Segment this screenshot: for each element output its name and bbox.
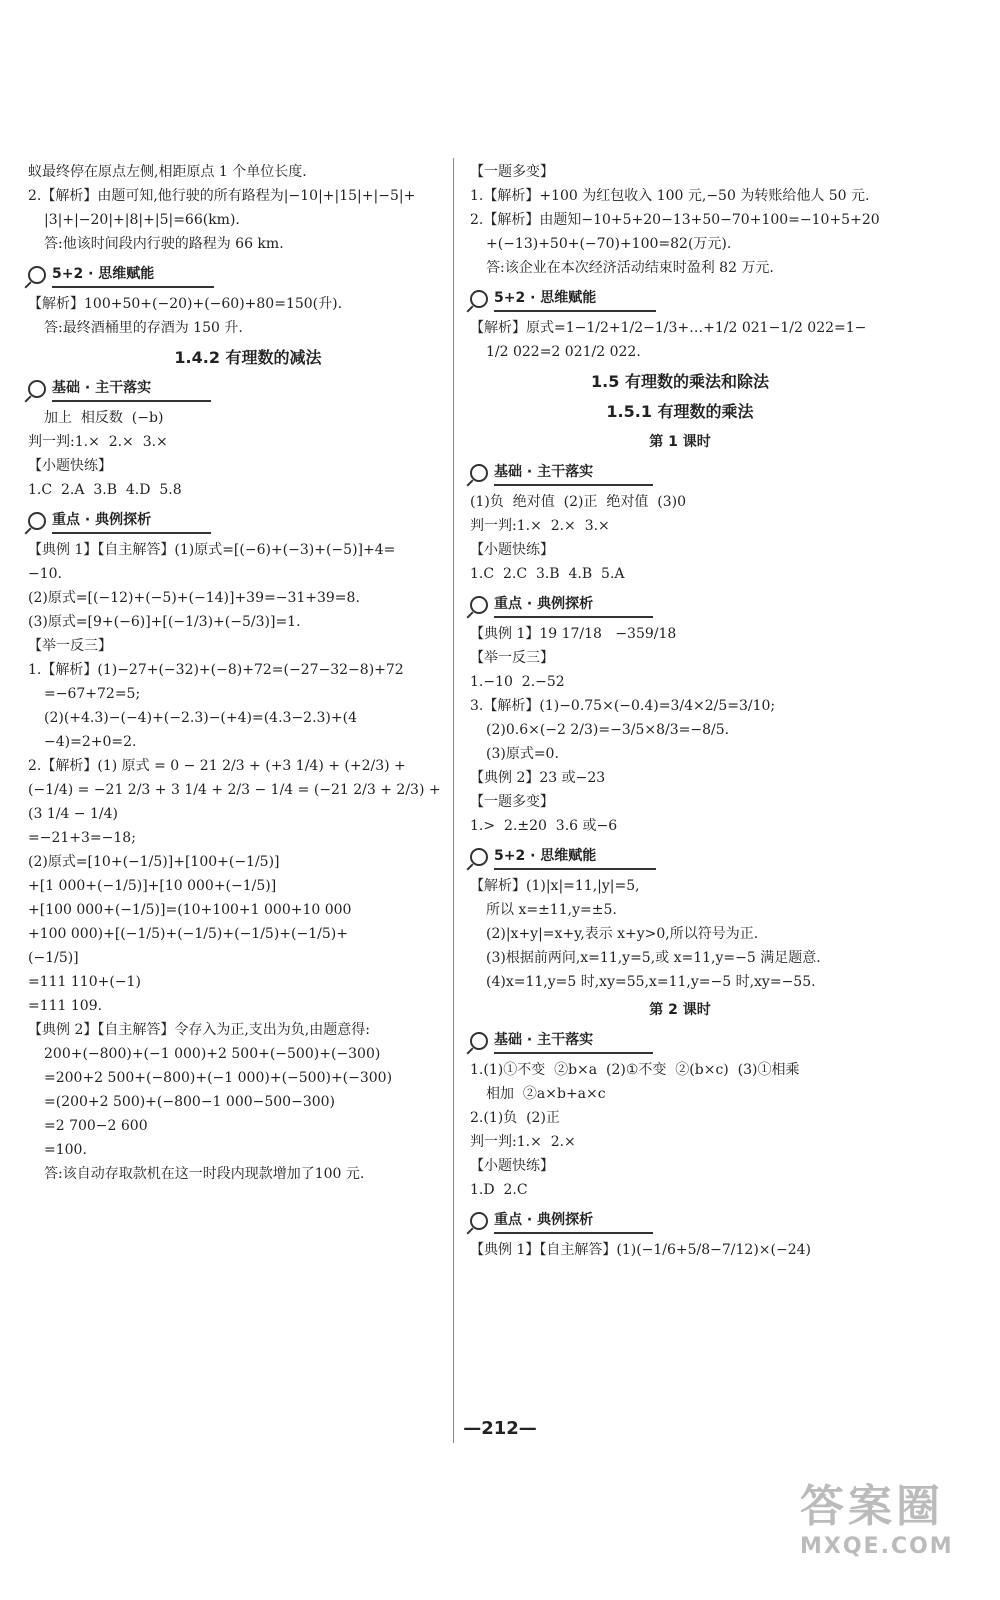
answer-line: |3|+|−20|+|8|+|5|=66(km). xyxy=(44,212,240,228)
answer-line: (2)原式=[10+(−1/5)]+[100+(−1/5)] xyxy=(28,854,280,870)
answer-line: +100 000)+[(−1/5)+(−1/5)+(−1/5)+(−1/5)+ xyxy=(28,926,348,942)
magnifier-icon xyxy=(28,380,46,398)
section-header xyxy=(470,460,890,486)
answer-line: 【举一反三】 xyxy=(28,638,112,654)
section-header-label: 重点 · 典例探析 xyxy=(494,592,653,618)
section-header-label: 基础 · 主干落实 xyxy=(494,460,653,486)
answer-line: (3 1/4 − 1/4) xyxy=(28,806,118,822)
answer-line: (4)x=11,y=5 时,xy=55,x=11,y=−5 时,xy=−55. xyxy=(486,974,816,990)
answer-line: −10. xyxy=(28,566,62,582)
answer-line: 所以 x=±11,y=±5. xyxy=(486,902,617,918)
answer-line: =111 109. xyxy=(28,998,103,1014)
answer-line: (3)原式=0. xyxy=(486,746,559,762)
answer-line: 【典例 1】【自主解答】(1)原式=[(−6)+(−3)+(−5)]+4= xyxy=(28,542,396,558)
left-column xyxy=(28,160,468,1186)
section-title: 1.4.2 有理数的减法 xyxy=(174,348,322,367)
answer-line: 【解析】(1)|x|=11,|y|=5, xyxy=(470,878,640,894)
answer-line: 1.D 2.C xyxy=(470,1182,528,1198)
section-header xyxy=(470,1208,890,1234)
answer-line: 2.【解析】由题知−10+5+20−13+50−70+100=−10+5+20 xyxy=(470,212,880,228)
answer-line: =200+2 500+(−800)+(−1 000)+(−500)+(−300) xyxy=(44,1070,393,1086)
answer-line: (2)|x+y|=x+y,表示 x+y>0,所以符号为正. xyxy=(486,926,759,942)
answer-line: (2)原式=[(−12)+(−5)+(−14)]+39=−31+39=8. xyxy=(28,590,360,606)
section-header-label: 5+2 · 思维赋能 xyxy=(494,286,656,312)
section-title: 1.5.1 有理数的乘法 xyxy=(606,402,754,421)
watermark-url: MXQE.COM xyxy=(800,1534,954,1559)
answer-line: −4)=2+0=2. xyxy=(44,734,137,750)
answer-line: 判一判:1.× 2.× 3.× xyxy=(28,434,168,450)
page-number: —212— xyxy=(463,1418,537,1439)
answer-line: 1.C 2.C 3.B 4.B 5.A xyxy=(470,566,625,582)
answer-line: +(−13)+50+(−70)+100=82(万元). xyxy=(486,236,732,252)
answer-line: +[100 000+(−1/5)]=(10+100+1 000+10 000 xyxy=(28,902,352,918)
answer-line: 2.【解析】(1) 原式 = 0 − 21 2/3 + (+3 1/4) + (+2/3) + xyxy=(28,758,406,774)
section-header xyxy=(28,262,468,288)
answer-line: =(200+2 500)+(−800−1 000−500−300) xyxy=(44,1094,336,1110)
answer-line: 【典例 2】【自主解答】令存入为正,支出为负,由题意得: xyxy=(28,1022,370,1038)
answer-line: 2.【解析】由题可知,他行驶的所有路程为|−10|+|15|+|−5|+ xyxy=(28,188,416,204)
answer-line: 200+(−800)+(−1 000)+2 500+(−500)+(−300) xyxy=(44,1046,381,1062)
section-header xyxy=(470,844,890,870)
section-header-label: 重点 · 典例探析 xyxy=(494,1208,653,1234)
watermark xyxy=(800,1470,960,1580)
answer-line: 【解析】原式=1−1/2+1/2−1/3+…+1/2 021−1/2 022=1− xyxy=(470,320,867,336)
answer-line: (3)原式=[9+(−6)]+[(−1/3)+(−5/3)]=1. xyxy=(28,614,301,630)
answer-line: 加上 相反数 (−b) xyxy=(44,410,164,426)
right-column xyxy=(470,160,890,1262)
answer-line: 【典例 1】【自主解答】(1)(−1/6+5/8−7/12)×(−24) xyxy=(470,1242,812,1258)
answer-line: =2 700−2 600 xyxy=(44,1118,148,1134)
answer-line: (2)0.6×(−2 2/3)=−3/5×8/3=−8/5. xyxy=(486,722,730,738)
answer-line: 【典例 2】23 或−23 xyxy=(470,770,606,786)
magnifier-icon xyxy=(28,512,46,530)
answer-line: 【解析】100+50+(−20)+(−60)+80=150(升). xyxy=(28,296,343,312)
magnifier-icon xyxy=(470,464,488,482)
section-header xyxy=(470,286,890,312)
answer-line: 判一判:1.× 2.× 3.× xyxy=(470,518,610,534)
answer-line: 判一判:1.× 2.× xyxy=(470,1134,576,1150)
answer-line: (−1/5)] xyxy=(28,950,79,966)
answer-line: =−21+3=−18; xyxy=(28,830,136,846)
magnifier-icon xyxy=(28,266,46,284)
answer-line: (−1/4) = −21 2/3 + 3 1/4 + 2/3 − 1/4 = (−21 2/3 + 2/3) + xyxy=(28,782,441,798)
answer-line: 1.> 2.±20 3.6 或−6 xyxy=(470,818,618,834)
magnifier-icon xyxy=(470,1032,488,1050)
answer-line: +[1 000+(−1/5)]+[10 000+(−1/5)] xyxy=(28,878,277,894)
section-header-label: 基础 · 主干落实 xyxy=(494,1028,653,1054)
lesson-title: 第 2 课时 xyxy=(649,1002,711,1018)
magnifier-icon xyxy=(470,596,488,614)
answer-line: 【举一反三】 xyxy=(470,650,554,666)
answer-line: 【一题多变】 xyxy=(470,794,554,810)
answer-line: 答:该企业在本次经济活动结束时盈利 82 万元. xyxy=(486,260,774,276)
section-header xyxy=(470,1028,890,1054)
answer-line: 1/2 022=2 021/2 022. xyxy=(486,344,641,360)
answer-line: 【小题快练】 xyxy=(470,1158,554,1174)
answer-line: 1.【解析】(1)−27+(−32)+(−8)+72=(−27−32−8)+72 xyxy=(28,662,404,678)
watermark-logo-text: 答案圈 xyxy=(800,1481,944,1532)
section-title: 1.5 有理数的乘法和除法 xyxy=(591,372,769,391)
section-header xyxy=(28,376,468,402)
answer-line: 答:该自动存取款机在这一时段内现款增加了100 元. xyxy=(44,1166,365,1182)
answer-line: 【一题多变】 xyxy=(470,164,554,180)
section-header-label: 基础 · 主干落实 xyxy=(52,376,211,402)
magnifier-icon xyxy=(470,290,488,308)
answer-line: 答:他该时间段内行驶的路程为 66 km. xyxy=(44,236,284,252)
answer-line: 蚁最终停在原点左侧,相距原点 1 个单位长度. xyxy=(28,164,307,180)
answer-line: 相加 ②a×b+a×c xyxy=(486,1086,606,1102)
section-header xyxy=(28,508,468,534)
section-header xyxy=(470,592,890,618)
magnifier-icon xyxy=(470,848,488,866)
answer-line: 1.C 2.A 3.B 4.D 5.8 xyxy=(28,482,182,498)
answer-line: 1.(1)①不变 ②b×a (2)①不变 ②(b×c) (3)①相乘 xyxy=(470,1062,800,1078)
section-header-label: 5+2 · 思维赋能 xyxy=(52,262,214,288)
lesson-title: 第 1 课时 xyxy=(649,434,711,450)
answer-line: (2)(+4.3)−(−4)+(−2.3)−(+4)=(4.3−2.3)+(4 xyxy=(44,710,357,726)
answer-line: =100. xyxy=(44,1142,87,1158)
section-header-label: 重点 · 典例探析 xyxy=(52,508,211,534)
answer-line: 2.(1)负 (2)正 xyxy=(470,1110,560,1126)
answer-line: (3)根据前两问,x=11,y=5,或 x=11,y=−5 满足题意. xyxy=(486,950,821,966)
answer-line: 【典例 1】19 17/18 −359/18 xyxy=(470,626,677,642)
answer-line: 1.−10 2.−52 xyxy=(470,674,565,690)
answer-line: 3.【解析】(1)−0.75×(−0.4)=3/4×2/5=3/10; xyxy=(470,698,776,714)
answer-line: 答:最终酒桶里的存酒为 150 升. xyxy=(44,320,243,336)
answer-line: =111 110+(−1) xyxy=(28,974,141,990)
answer-line: 1.【解析】+100 为红包收入 100 元,−50 为转账给他人 50 元. xyxy=(470,188,870,204)
answer-line: (1)负 绝对值 (2)正 绝对值 (3)0 xyxy=(470,494,687,510)
answer-line: 【小题快练】 xyxy=(28,458,112,474)
magnifier-icon xyxy=(470,1212,488,1230)
answer-line: 【小题快练】 xyxy=(470,542,554,558)
section-header-label: 5+2 · 思维赋能 xyxy=(494,844,656,870)
answer-line: =−67+72=5; xyxy=(44,686,141,702)
